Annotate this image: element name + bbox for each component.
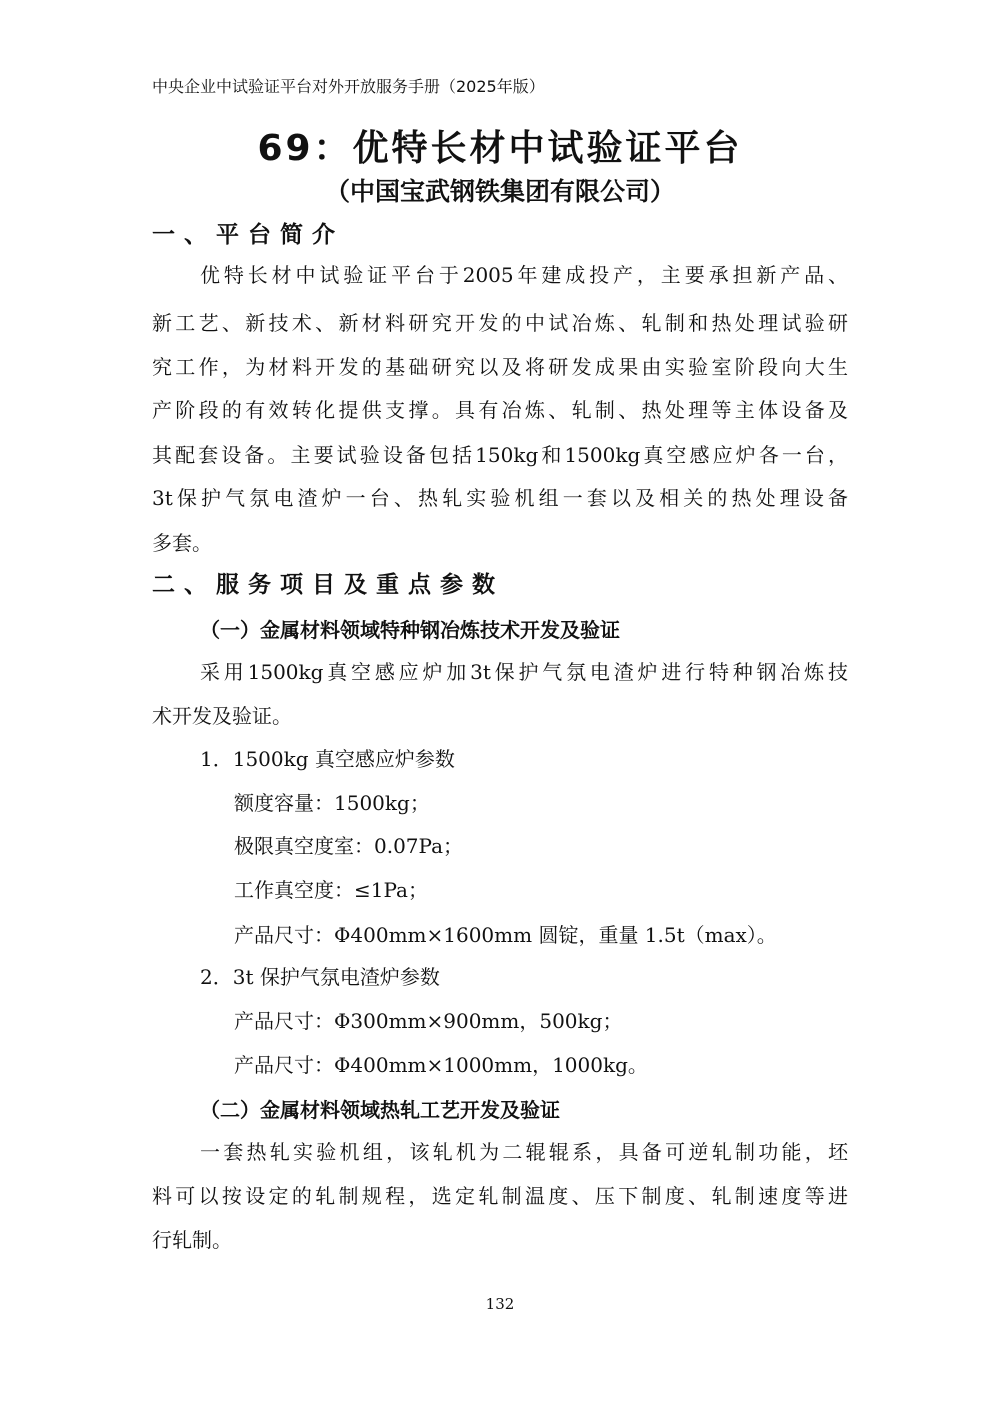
- running-header: 中央企业中试验证平台对外开放服务手册（2025年版）: [152, 77, 545, 96]
- page-title: 69：优特长材中试验证平台: [257, 128, 743, 169]
- intro-line: 产阶段的有效转化提供支撑。具有冶炼、轧制、热处理等主体设备及: [152, 398, 848, 422]
- rolling-line: 行轧制。: [152, 1228, 232, 1252]
- page-number: 132: [485, 1295, 515, 1313]
- smelting-line: 术开发及验证。: [152, 704, 292, 728]
- intro-line: 新工艺、新技术、新材料研究开发的中试冶炼、轧制和热处理试验研: [152, 311, 848, 335]
- intro-line: 究工作，为材料开发的基础研究以及将研发成果由实验室阶段向大生: [152, 355, 848, 379]
- section-heading-intro: 一、平台简介: [152, 222, 344, 248]
- param-line: 极限真空度室：0.07Pa；: [234, 834, 464, 858]
- page-subtitle: （中国宝武钢铁集团有限公司）: [324, 177, 675, 206]
- param-line: 产品尺寸：Φ400mm×1000mm，1000kg。: [234, 1053, 648, 1077]
- rolling-line: 料可以按设定的轧制规程，选定轧制温度、压下制度、轧制速度等进: [152, 1184, 848, 1208]
- intro-line: 优特长材中试验证平台于2005年建成投产，主要承担新产品、: [200, 263, 848, 287]
- intro-line: 多套。: [152, 531, 212, 555]
- param-line: 产品尺寸：Φ300mm×900mm，500kg；: [234, 1009, 623, 1033]
- intro-line: 3t保护气氛电渣炉一台、热轧实验机组一套以及相关的热处理设备: [152, 486, 848, 510]
- intro-line: 其配套设备。主要试验设备包括150kg和1500kg真空感应炉各一台，: [152, 443, 848, 467]
- item-vacuum-furnace: 1．1500kg 真空感应炉参数: [200, 747, 455, 771]
- param-line: 产品尺寸：Φ400mm×1600mm 圆锭，重量 1.5t（max）。: [234, 923, 777, 947]
- param-line: 工作真空度：≤1Pa；: [234, 878, 428, 902]
- rolling-line: 一套热轧实验机组，该轧机为二辊辊系，具备可逆轧制功能，坯: [200, 1140, 848, 1164]
- subsection-heading-rolling: （二）金属材料领域热轧工艺开发及验证: [200, 1098, 560, 1122]
- subsection-heading-smelting: （一）金属材料领域特种钢冶炼技术开发及验证: [200, 618, 620, 642]
- smelting-line: 采用1500kg真空感应炉加3t保护气氛电渣炉进行特种钢冶炼技: [200, 660, 848, 684]
- item-electroslag-furnace: 2．3t 保护气氛电渣炉参数: [200, 965, 440, 989]
- param-line: 额度容量：1500kg；: [234, 791, 430, 815]
- section-heading-services: 二、服务项目及重点参数: [152, 572, 504, 598]
